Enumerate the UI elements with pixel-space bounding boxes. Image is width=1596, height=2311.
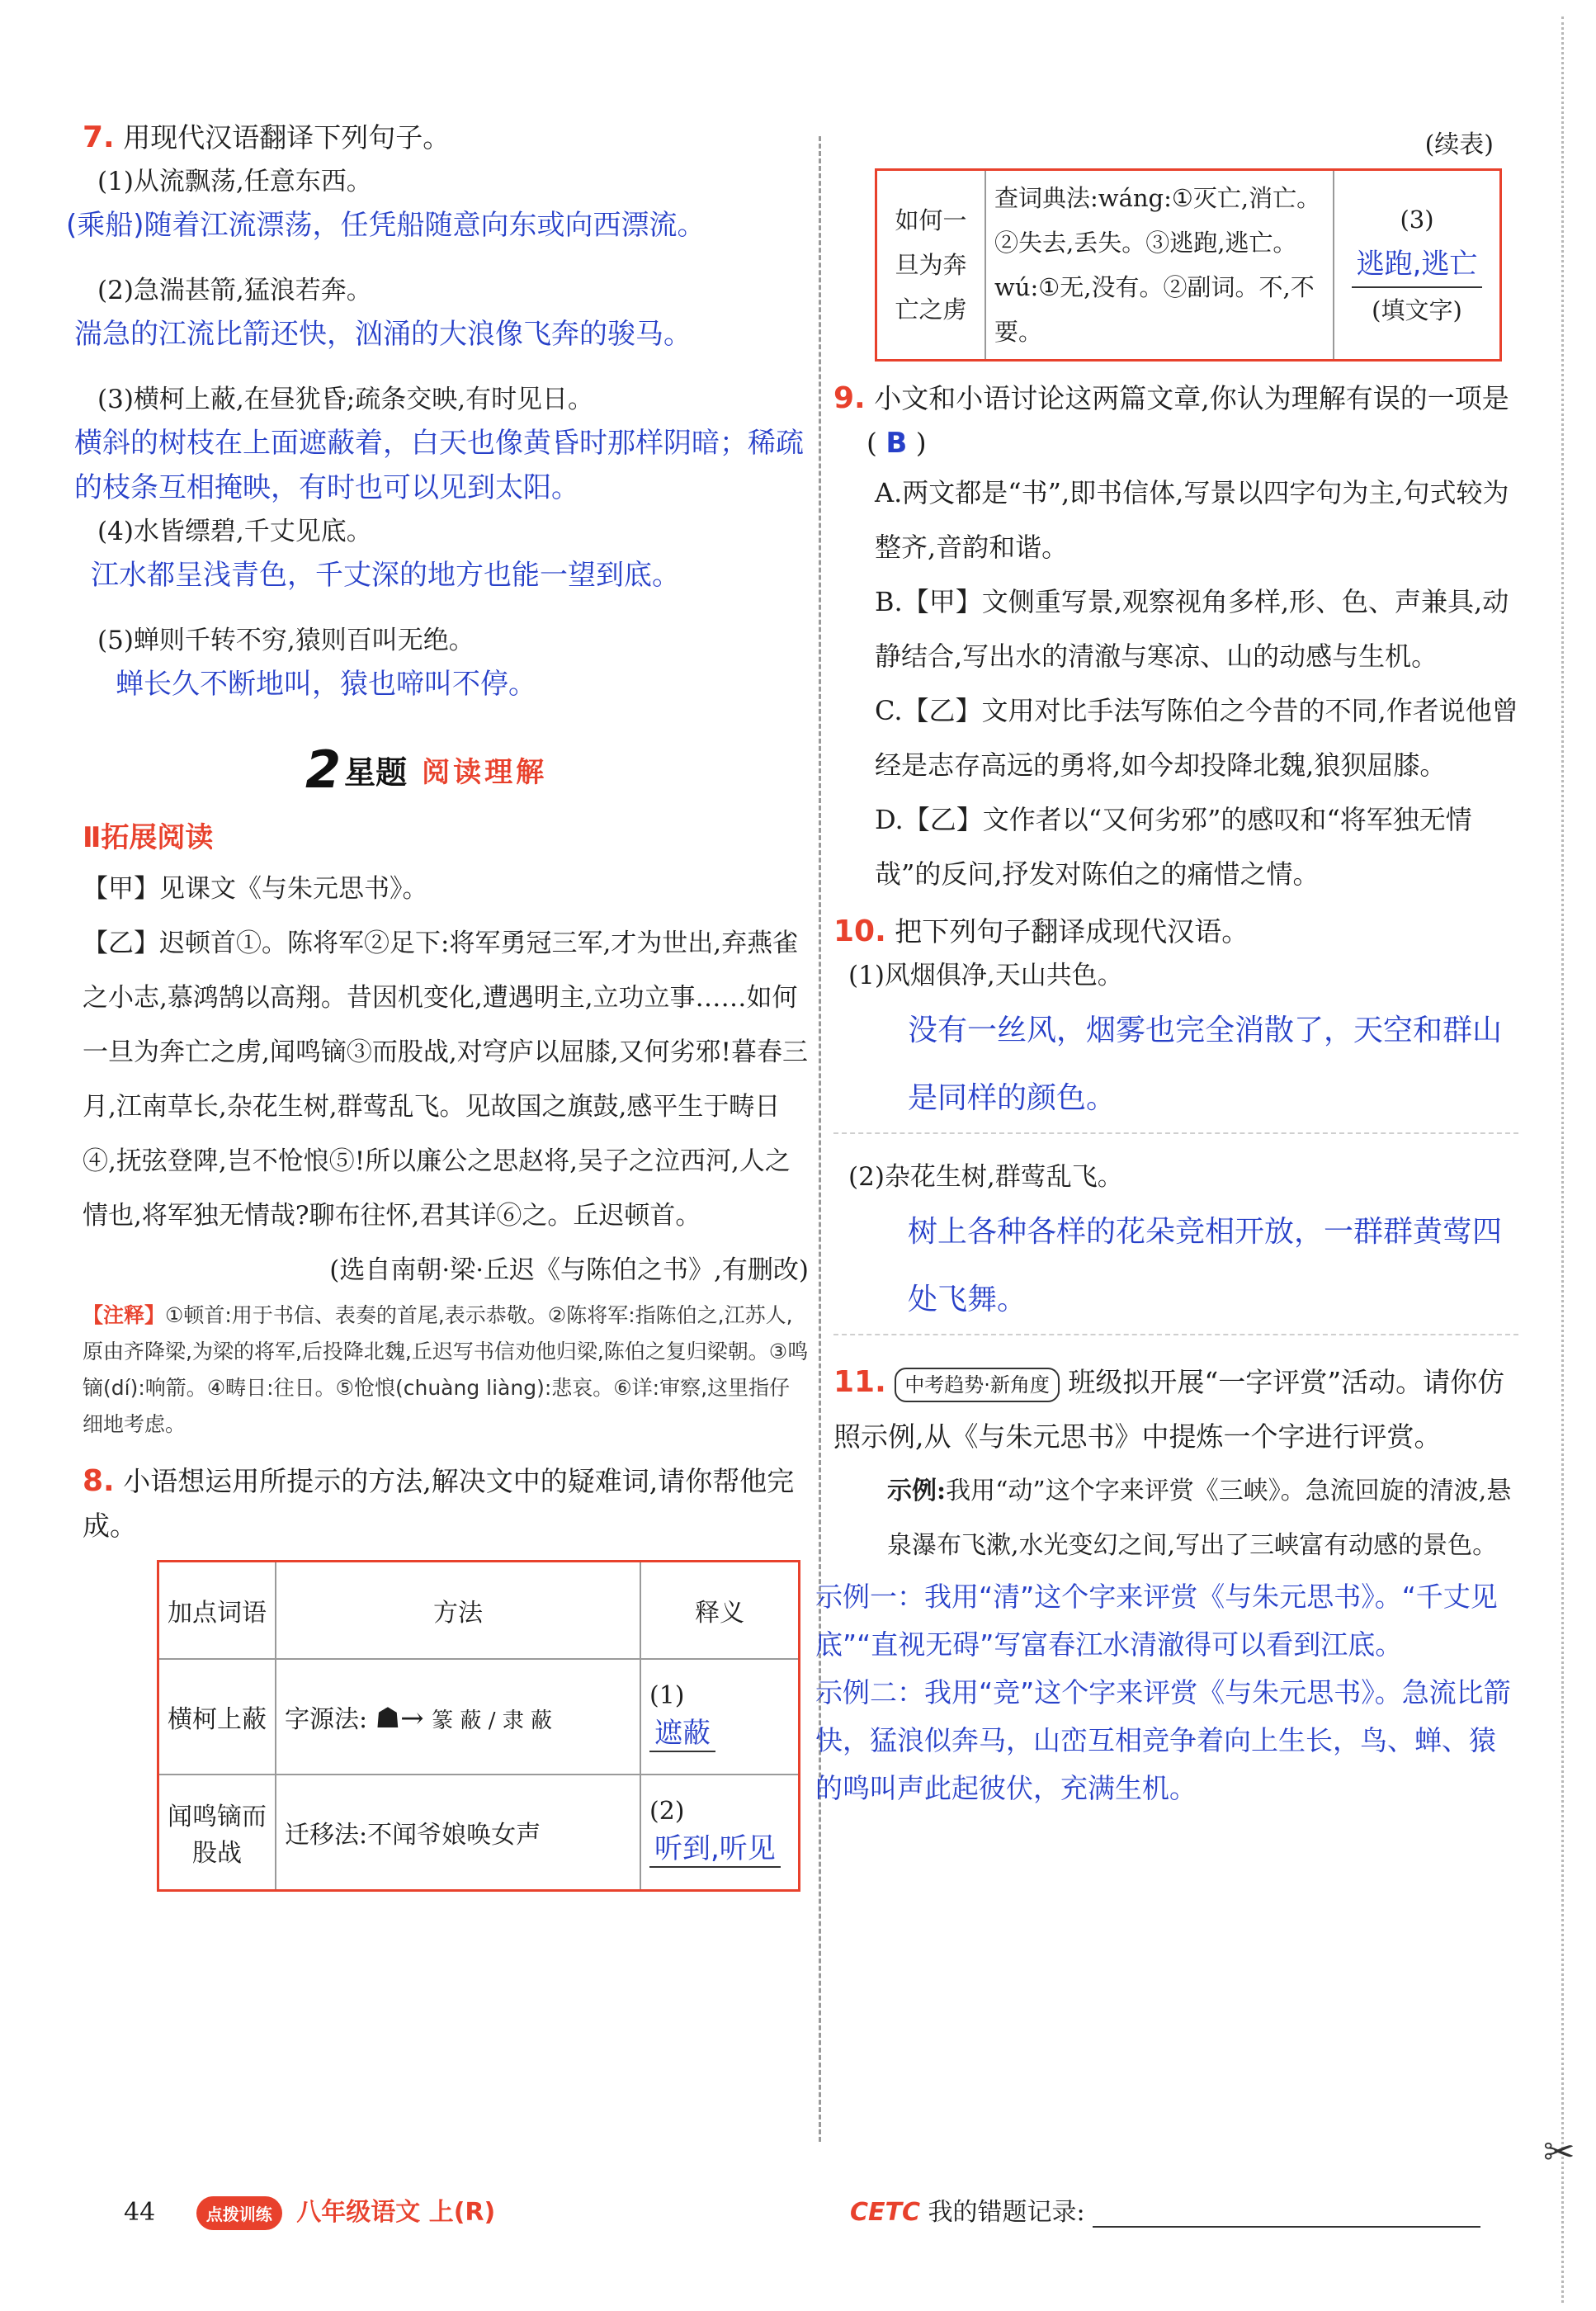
section-title xyxy=(305,740,809,800)
brand-logo: CETC xyxy=(850,2198,920,2227)
row1-word: 横柯上蔽 xyxy=(158,1659,276,1775)
q7-item-5: (5)蝉则千转不穷,猿则百叫无绝。 xyxy=(97,626,475,655)
q7-item-4: (4)水皆缥碧,千丈见底。 xyxy=(97,517,372,546)
q7-answer-5: 蝉长久不断地叫，猿也啼叫不停。 xyxy=(116,668,536,701)
q10-answer-1: 没有一丝风，烟雾也完全消散了，天空和群山是同样的颜色。 xyxy=(833,997,1518,1134)
cont-answer: 逃跑,逃亡 xyxy=(1352,242,1483,288)
q9-option-a: A.两文都是“书”,即书信体,写景以四字句为主,句式较为整齐,音韵和谐。 xyxy=(875,477,1509,563)
series-logo: 点拨训练 xyxy=(196,2196,282,2230)
cont-hint: (填文字) xyxy=(1372,296,1462,324)
q8-table xyxy=(157,1560,800,1892)
error-record-label: 我的错题记录: xyxy=(928,2198,1085,2227)
part-heading: Ⅱ拓展阅读 xyxy=(83,821,214,854)
q10-text: 把下列句子翻译成现代汉语。 xyxy=(895,915,1249,948)
q11-example-label: 示例: xyxy=(887,1477,947,1505)
left-column xyxy=(66,116,809,1892)
q9-answer: B xyxy=(885,427,908,460)
reading-yi: 【乙】迟顿首①。陈将军②足下:将军勇冠三军,才为世出,弃燕雀之小志,慕鸿鹄以高翔。昔因机变化,遭遇明主,立功立事……如何一旦为奔亡之虏,闻鸣镝③而股战,对穹庐以屈膝,又何劣邪!暮春三月,江南草长,杂花生树,群莺乱飞。见故国之旗鼓,感平生于畴日④,抚弦登陴,岂不怆悢⑤!所以廉公之思赵将,吴子之泣西河,人之情也,将军独无情哉?聊布往怀,君其详⑥之。丘迟顿首。 xyxy=(83,929,809,1231)
column-divider xyxy=(819,136,821,2142)
q7-item-3: (3)横柯上蔽,在昼犹昏;疏条交映,有时见日。 xyxy=(97,385,594,414)
q11-text: 班级拟开展“一字评赏”活动。请你仿照示例,从《与朱元思书》中提炼一个字进行评赏。 xyxy=(833,1366,1505,1453)
header-word: 加点词语 xyxy=(158,1562,276,1660)
row2-method: 迁移法:不闻爷娘唤女声 xyxy=(276,1775,640,1890)
q9-option-d: D.【乙】文作者以“又何劣邪”的感叹和“将军独无情哉”的反问,抒发对陈伯之的痛惜之情。 xyxy=(875,804,1472,890)
star-label: 星题 xyxy=(344,754,408,791)
header-method: 方法 xyxy=(276,1562,640,1660)
header-meaning: 释义 xyxy=(640,1562,800,1660)
q8-number: 8. xyxy=(83,1464,115,1498)
footer-right xyxy=(850,2191,1480,2228)
right-column xyxy=(815,124,1518,1812)
error-record-line xyxy=(1093,2226,1480,2228)
q7-item-2: (2)急湍甚箭,猛浪若奔。 xyxy=(97,276,372,305)
q8-prompt xyxy=(83,1459,809,1548)
row2-answer: 听到,听见 xyxy=(649,1826,781,1868)
continued-label: (续表) xyxy=(1424,130,1494,159)
q7-number: 7. xyxy=(83,121,115,154)
cont-word: 如何一旦为奔亡之虏 xyxy=(876,170,986,361)
cut-line xyxy=(1561,17,1564,2303)
book-title: 八年级语文 上(R) xyxy=(296,2198,496,2227)
q9-prompt xyxy=(833,376,1518,466)
q9-option-c: C.【乙】文用对比手法写陈伯之今昔的不同,作者说他曾经是志存高远的勇将,如今却投降北魏,狼狈屈膝。 xyxy=(875,695,1518,781)
q10-item-1: (1)风烟俱净,天山共色。 xyxy=(848,961,1123,990)
q9-option-b: B.【甲】文侧重写景,观察视角多样,形、色、声兼具,动静结合,写出水的清澈与寒凉、山的动感与生机。 xyxy=(875,586,1509,672)
row1-meaning xyxy=(640,1659,800,1775)
row2-meaning xyxy=(640,1775,800,1890)
q11-number: 11. xyxy=(833,1365,886,1399)
row1-meaning-no: (1) xyxy=(649,1681,685,1710)
row1-answer: 遮蔽 xyxy=(649,1710,715,1752)
row1-method-script: 篆 蔽 / 隶 蔽 xyxy=(432,1708,552,1733)
footer-left xyxy=(124,2191,495,2230)
q11-prompt xyxy=(833,1355,1518,1464)
cont-method: 查词典法:wáng:①灭亡,消亡。②失去,丢失。③逃跑,逃亡。wú:①无,没有。②副词。不,不要。 xyxy=(985,170,1334,361)
row1-method xyxy=(276,1659,640,1775)
page-number: 44 xyxy=(124,2198,156,2227)
cont-meaning-no: (3) xyxy=(1400,206,1434,234)
section-subtitle: 阅读理解 xyxy=(422,756,548,789)
q7-text: 用现代汉语翻译下列句子。 xyxy=(123,121,451,154)
q8-text: 小语想运用所提示的方法,解决文中的疑难词,请你帮他完成。 xyxy=(83,1465,795,1542)
note-text: ①顿首:用于书信、表奏的首尾,表示恭敬。②陈将军:指陈伯之,江苏人,原由齐降梁,为梁的将军,后投降北魏,丘迟写书信劝他归梁,陈伯之复归梁朝。③鸣镝(dí):响箭。④畴日:往日。⑤怆悢(chuàng liàng):悲哀。⑥详:审察,这里指仔细地考虑。 xyxy=(83,1303,809,1436)
ancient-glyph-icon: ☗→ xyxy=(375,1702,424,1735)
cont-meaning xyxy=(1334,170,1501,361)
note-label: 【注释】 xyxy=(83,1303,166,1327)
q7-answer-2: 湍急的江流比箭还快，汹涌的大浪像飞奔的骏马。 xyxy=(74,318,692,351)
notes xyxy=(83,1297,809,1443)
q10-prompt xyxy=(833,910,1518,954)
q8-table-header xyxy=(158,1562,800,1660)
q7-item-1: (1)从流飘荡,任意东西。 xyxy=(97,167,372,196)
q11-answer-1: 示例一：我用“清”这个字来评赏《与朱元思书》。“千丈见底”“直视无碍”写富春江水清澈得可以看到江底。 xyxy=(815,1581,1498,1661)
star-number: 2 xyxy=(305,740,342,800)
q9-text: 小文和小语讨论这两篇文章,你认为理解有误的一项是 xyxy=(874,382,1509,414)
q9-answer-bracket: ( B ) xyxy=(866,427,927,460)
q11-badge: 中考趋势·新角度 xyxy=(895,1368,1060,1402)
q11-answer-2: 示例二：我用“竞”这个字来评赏《与朱元思书》。急流比箭快，猛浪似奔马，山峦互相竞争着向上生长，鸟、蝉、猿的鸣叫声此起彼伏，充满生机。 xyxy=(815,1676,1511,1804)
q7-answer-1: (乘船)随着江流漂荡，任凭船随意向东或向西漂流。 xyxy=(66,209,706,242)
q7-answer-3: 横斜的树枝在上面遮蔽着，白天也像黄昏时那样阴暗；稀疏的枝条互相掩映，有时也可以见到太阳。 xyxy=(74,427,804,504)
row2-meaning-no: (2) xyxy=(649,1796,685,1826)
scissors-icon: ✂ xyxy=(1543,2129,1575,2174)
q10-answer-2: 树上各种各样的花朵竞相开放，一群群黄莺四处飞舞。 xyxy=(833,1198,1518,1335)
reading-jia: 【甲】见课文《与朱元思书》。 xyxy=(83,874,428,904)
reading-source: (选自南朝·梁·丘迟《与陈伯之书》,有删改) xyxy=(329,1255,809,1285)
q9-number: 9. xyxy=(833,381,866,415)
q7-answer-4: 江水都呈浅青色，千丈深的地方也能一望到底。 xyxy=(91,559,680,592)
q10-number: 10. xyxy=(833,914,886,948)
row2-word: 闻鸣镝而股战 xyxy=(158,1775,276,1890)
q10-item-2: (2)杂花生树,群莺乱飞。 xyxy=(848,1162,1123,1192)
table-row xyxy=(158,1775,800,1890)
table-row xyxy=(876,170,1501,361)
q11-example xyxy=(833,1464,1518,1573)
table-row xyxy=(158,1659,800,1775)
q11-example-text: 我用“动”这个字来评赏《三峡》。急流回旋的清波,悬泉瀑布飞漱,水光变幻之间,写出了三峡富有动感的景色。 xyxy=(887,1477,1512,1560)
q7-prompt xyxy=(83,116,809,160)
row1-method-label: 字源法: xyxy=(285,1705,368,1734)
continued-table xyxy=(875,168,1502,362)
